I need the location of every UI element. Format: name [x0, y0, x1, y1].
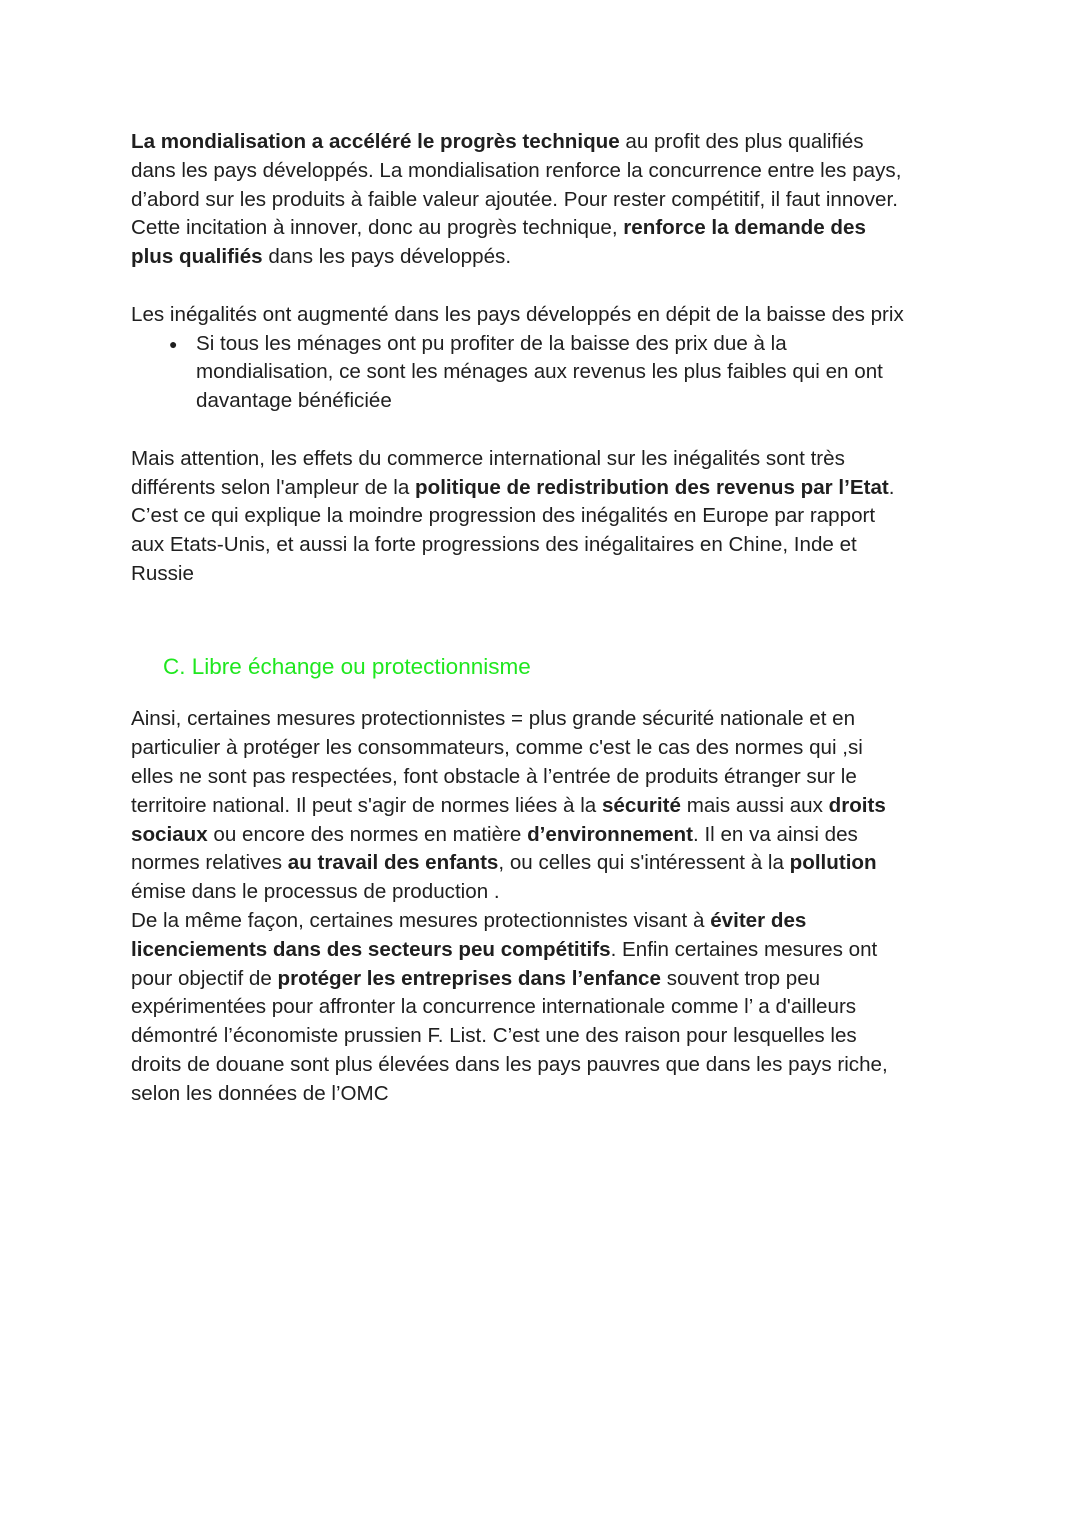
text-line	[131, 1051, 961, 1080]
bold-text: La mondialisation a accéléré le progrès technique	[131, 130, 620, 153]
text-line	[131, 474, 961, 503]
text-line	[131, 907, 961, 936]
bold-text: éviter des	[710, 908, 807, 932]
text-segment: , ou celles qui s'intéressent à la	[498, 851, 790, 875]
text-segment: souvent trop peu	[660, 966, 821, 990]
text-segment: démontré l’économiste prussien F. List. C’est une des raison pour lesquelles les	[131, 1024, 857, 1048]
text-segment: Ainsi, certaines mesures protectionnistes = plus grande sécurité nationale et en	[131, 707, 856, 731]
text-segment: pour objectif de	[131, 966, 278, 990]
text-line	[131, 128, 961, 157]
text-segment: mais aussi aux	[680, 793, 829, 817]
bold-text: sécurité	[601, 793, 681, 817]
text-segment: selon les données de l’OMC	[131, 1081, 389, 1105]
section-heading: C. Libre échange ou protectionnisme	[163, 654, 531, 680]
bold-text: pollution	[789, 851, 877, 875]
text-segment: Cette incitation à innover, donc au progrès technique,	[131, 216, 624, 240]
text-segment: dans les pays développés. La mondialisation renforce la concurrence entre les pays,	[131, 158, 902, 182]
text-segment: elles ne sont pas respectées, font obstacle à l’entrée de produits étranger sur le	[131, 764, 857, 788]
text-line	[131, 993, 961, 1022]
text-segment: . Il en va ainsi des	[693, 822, 858, 846]
bold-text: politique de redistribution des revenus par l’Etat	[415, 475, 889, 499]
text-segment: droits de douane sont plus élevées dans les pays pauvres que dans les pays riche,	[131, 1052, 888, 1076]
text-line: mondialisation, ce sont les ménages aux revenus les plus faibles qui en ont	[196, 360, 883, 384]
text-segment: C’est ce qui explique la moindre progression des inégalités en Europe par rapport	[131, 504, 876, 528]
text-line: davantage bénéficiée	[196, 389, 392, 413]
text-segment: normes relatives	[131, 851, 288, 875]
text-segment: Russie	[131, 561, 194, 585]
text-segment: De la même façon, certaines mesures protectionnistes visant à	[131, 908, 711, 932]
text-line	[131, 1022, 961, 1051]
paragraph-redistribution	[131, 445, 961, 589]
text-segment: territoire national. Il peut s'agir de normes liées à la	[131, 793, 602, 817]
bold-text: d’environnement	[527, 822, 693, 846]
text-line	[131, 502, 961, 531]
text-line	[131, 186, 961, 215]
text-line	[131, 445, 961, 474]
bold-text: au travail des enfants	[287, 851, 499, 875]
text-segment: émise dans le processus de production .	[131, 880, 500, 904]
text-segment: différents selon l'ampleur de la	[131, 475, 416, 499]
bold-text: renforce la demande des	[623, 216, 866, 240]
text-line: Les inégalités ont augmenté dans les pays développés en dépit de la baisse des prix	[131, 302, 904, 326]
bullet-item	[131, 330, 961, 416]
document-page	[131, 128, 961, 1109]
text-line	[131, 531, 961, 560]
text-line	[131, 157, 961, 186]
section-spacer	[131, 589, 961, 647]
paragraph-mondialisation-progres	[131, 128, 961, 272]
text-segment: Mais attention, les effets du commerce international sur les inégalités sont très	[131, 446, 845, 470]
bold-text: sociaux	[131, 822, 208, 846]
bold-text: licenciements dans des secteurs peu compétitifs	[131, 937, 611, 961]
text-segment: ou encore des normes en matière	[207, 822, 528, 846]
text-line	[131, 792, 961, 821]
text-line	[131, 763, 961, 792]
text-line	[131, 560, 961, 589]
text-segment: .	[888, 475, 895, 499]
text-line	[131, 965, 961, 994]
bold-text: plus qualifiés	[131, 245, 263, 269]
paragraph-protectionnisme	[131, 705, 961, 1108]
text-line	[131, 878, 961, 907]
text-segment: dans les pays développés.	[262, 245, 512, 269]
bold-text: protéger les entreprises dans l’enfance	[277, 966, 661, 990]
paragraph-spacer	[131, 416, 961, 445]
text-segment: expérimentées pour affronter la concurrence internationale comme l’ a d'ailleurs	[131, 995, 857, 1019]
text-segment: aux Etats-Unis, et aussi la forte progressions des inégalitaires en Chine, Inde et	[131, 533, 857, 557]
text-line	[131, 734, 961, 763]
bold-text: droits	[828, 793, 886, 817]
text-segment: au profit des plus qualifiés	[619, 130, 864, 153]
text-segment: particulier à protéger les consommateurs, comme c'est le cas des normes qui ,si	[131, 736, 863, 760]
text-line	[131, 849, 961, 878]
text-line	[131, 936, 961, 965]
text-segment: . Enfin certaines mesures ont	[610, 937, 878, 961]
paragraph-inegalites	[131, 301, 961, 416]
text-line	[131, 214, 961, 243]
text-line	[131, 705, 961, 734]
text-segment: d’abord sur les produits à faible valeur ajoutée. Pour rester compétitif, il faut innover.	[131, 187, 898, 211]
paragraph-spacer	[131, 272, 961, 301]
bullet-icon: ●	[169, 335, 178, 352]
text-line	[131, 821, 961, 850]
text-line	[131, 243, 961, 272]
text-line: Si tous les ménages ont pu profiter de la baisse des prix due à la	[196, 331, 787, 355]
text-line	[131, 1080, 961, 1109]
